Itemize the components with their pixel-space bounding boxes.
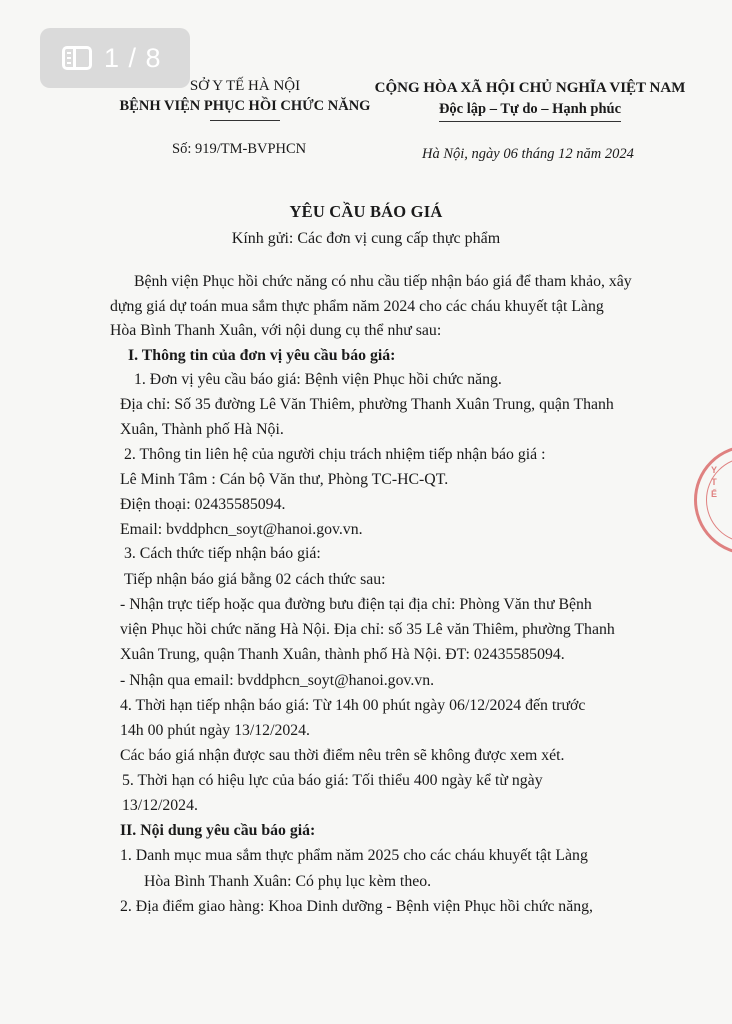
paragraph-line: Lê Minh Tâm : Cán bộ Văn thư, Phòng TC-HC-QT. xyxy=(120,471,449,488)
paragraph-line: 5. Thời hạn có hiệu lực của báo giá: Tối thiểu 400 ngày kể từ ngày xyxy=(122,772,543,789)
paragraph-line: 13/12/2024. xyxy=(122,797,198,814)
paragraph-line: Tiếp nhận báo giá bằng 02 cách thức sau: xyxy=(124,571,386,588)
national-motto: Độc lập – Tự do – Hạnh phúc xyxy=(439,98,621,120)
issuer-parent: SỞ Y TẾ HÀ NỘI xyxy=(189,78,301,94)
intro-line: dựng giá dự toán mua sắm thực phẩm năm 2024 cho các cháu khuyết tật Làng xyxy=(110,298,604,315)
national-name: CỘNG HÒA XÃ HỘI CHỦ NGHĨA VIỆT NAM xyxy=(374,80,686,96)
sidebar-pages-icon[interactable] xyxy=(62,46,92,70)
paragraph-line: 3. Cách thức tiếp nhận báo giá: xyxy=(124,545,321,562)
paragraph-line: - Nhận trực tiếp hoặc qua đường bưu điện tại địa chỉ: Phòng Văn thư Bệnh xyxy=(120,596,592,613)
document-title: YÊU CẦU BÁO GIÁ xyxy=(289,202,443,221)
paragraph-line: 2. Địa điểm giao hàng: Khoa Dinh dưỡng - Bệnh viện Phục hồi chức năng, xyxy=(120,898,593,915)
section-heading: II. Nội dung yêu cầu báo giá: xyxy=(120,822,316,839)
paragraph-line: 1. Danh mục mua sắm thực phẩm năm 2025 cho các cháu khuyết tật Làng xyxy=(120,847,588,864)
paragraph-line: viện Phục hồi chức năng Hà Nội. Địa chỉ: số 35 Lê văn Thiêm, phường Thanh xyxy=(120,621,615,638)
paragraph-line: 4. Thời hạn tiếp nhận báo giá: Từ 14h 00 phút ngày 06/12/2024 đến trước xyxy=(120,697,586,714)
section-heading: I. Thông tin của đơn vị yêu cầu báo giá: xyxy=(128,347,396,364)
paragraph-line: Xuân Trung, quận Thanh Xuân, thành phố Hà Nội. ĐT: 02435585094. xyxy=(120,646,565,663)
paragraph-line: Xuân, Thành phố Hà Nội. xyxy=(120,421,284,438)
stamp-lettering: Y T Ế xyxy=(710,465,717,499)
paragraph-line: 2. Thông tin liên hệ của người chịu trách nhiệm tiếp nhận báo giá : xyxy=(124,446,546,463)
paragraph-line: 14h 00 phút ngày 13/12/2024. xyxy=(120,722,310,739)
paragraph-line: Địa chỉ: Số 35 đường Lê Văn Thiêm, phường Thanh Xuân Trung, quận Thanh xyxy=(120,396,614,413)
paragraph-line: Email: bvddphcn_soyt@hanoi.gov.vn. xyxy=(120,521,363,538)
intro-line: Bệnh viện Phục hồi chức năng có nhu cầu tiếp nhận báo giá để tham khảo, xây xyxy=(134,273,632,290)
intro-line: Hòa Bình Thanh Xuân, với nội dung cụ thể như sau: xyxy=(110,322,442,339)
paragraph-line: Các báo giá nhận được sau thời điểm nêu trên sẽ không được xem xét. xyxy=(120,747,565,764)
page-counter: 1 / 8 xyxy=(104,42,162,73)
recipient-line: Kính gửi: Các đơn vị cung cấp thực phẩm xyxy=(231,230,501,247)
paragraph-line: Điện thoại: 02435585094. xyxy=(120,496,286,513)
national-header xyxy=(370,78,690,120)
document-date: Hà Nội, ngày 06 tháng 12 năm 2024 xyxy=(422,146,634,162)
paragraph-line: 1. Đơn vị yêu cầu báo giá: Bệnh viện Phục hồi chức năng. xyxy=(134,371,502,388)
paragraph-line: Hòa Bình Thanh Xuân: Có phụ lục kèm theo. xyxy=(144,873,432,890)
red-seal-stamp xyxy=(694,445,732,555)
issuer-name: BỆNH VIỆN PHỤC HỒI CHỨC NĂNG xyxy=(120,96,371,118)
paragraph-line: - Nhận qua email: bvddphcn_soyt@hanoi.gov.vn. xyxy=(120,672,435,689)
document-number: Số: 919/TM-BVPHCN xyxy=(172,141,307,157)
page-indicator[interactable] xyxy=(40,28,190,88)
